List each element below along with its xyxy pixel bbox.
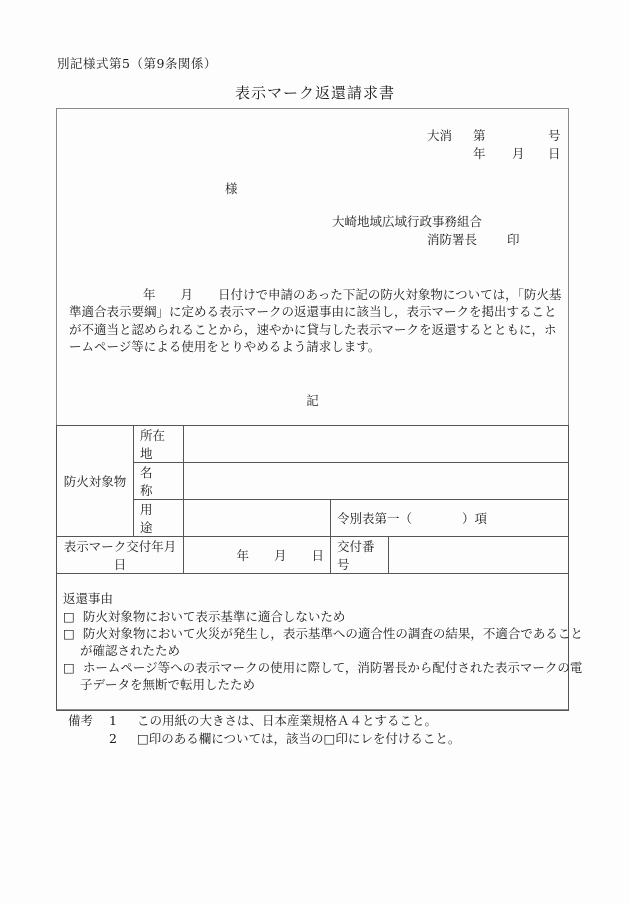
- page-title: 表示マーク返還請求書: [234, 84, 395, 102]
- remark-1-text: この用紙の大きさは、日本産業規格Ａ４とすること。: [137, 713, 438, 728]
- document-frame: [56, 108, 583, 710]
- table-row: [57, 463, 569, 500]
- reason-3-text-continued: 子データを無断で転用したため: [80, 677, 256, 693]
- reason-item-1: [63, 608, 562, 625]
- checkbox-icon[interactable]: □: [63, 608, 75, 624]
- form-reference-label: 別記様式第5（第9条関係）: [57, 56, 217, 71]
- remark-2-text: □印のある欄については，該当の□印にレを付けること。: [137, 730, 461, 746]
- table-row: [57, 537, 569, 574]
- remark-1: [68, 712, 460, 730]
- issue-number-label: 交付番号: [331, 537, 389, 574]
- issue-date-label: 表示マーク交付年月日: [57, 537, 184, 574]
- remark-2: [68, 730, 460, 748]
- ki-heading: 記: [306, 393, 319, 408]
- remark-1-number: 1: [109, 713, 117, 728]
- issue-date-cell[interactable]: 年 月 日: [184, 537, 331, 574]
- use-value-cell[interactable]: [184, 500, 331, 537]
- date-month-label: 月: [512, 146, 525, 161]
- sender-organization: 大崎地域広域行政事務組合: [332, 214, 483, 229]
- reason-item-2: [63, 625, 583, 659]
- details-table: [56, 425, 583, 711]
- reason-item-3: [63, 659, 583, 693]
- body-line: が不適当と認められることから，速やかに貸与した表示マークを返還するとともに，ホ: [69, 321, 557, 337]
- reason-3-text: ホームページ等への表示マークの使用に際して，消防署長から配付された表示マークの電: [82, 660, 583, 676]
- table-row: [57, 500, 569, 537]
- category-cell: 令別表第一（ ）項: [331, 500, 569, 537]
- address-label: 所在地: [134, 426, 184, 463]
- doc-number-prefix: 第: [473, 128, 486, 143]
- body-line: 準適合表示要綱」に定める表示マークの返還事由に該当し，表示マークを掲出すること: [69, 304, 557, 320]
- return-reasons-cell: [57, 574, 583, 711]
- name-value-cell[interactable]: [184, 463, 569, 500]
- remark-2-number: 2: [109, 730, 117, 746]
- checkbox-icon[interactable]: □: [63, 660, 75, 676]
- body-line: 年 月 日付けで申請のあった下記の防火対象物については，「防火基: [143, 287, 562, 302]
- reason-2-text: 防火対象物において火災が発生し，表示基準への適合性の調査の結果，不適合であること: [82, 625, 583, 641]
- recipient-suffix-label: 様: [225, 181, 238, 196]
- doc-number-suffix: 号: [548, 128, 561, 143]
- date-year-label: 年: [473, 146, 486, 161]
- doc-number-org: 大消: [427, 128, 453, 143]
- remarks-section: [68, 712, 460, 747]
- issue-number-value-cell[interactable]: [389, 537, 569, 574]
- address-value-cell[interactable]: [184, 426, 569, 463]
- request-body-text: [69, 286, 561, 356]
- table-row: [57, 574, 569, 711]
- table-row: [57, 426, 569, 463]
- reason-1-text: 防火対象物において表示基準に適合しないため: [82, 608, 346, 624]
- checkbox-icon[interactable]: □: [63, 625, 75, 641]
- reason-2-text-continued: が確認されたため: [80, 643, 181, 658]
- seal-placeholder: 印: [507, 232, 520, 247]
- body-line: ームページ等による使用をとりやめるよう請求します。: [69, 339, 381, 355]
- return-reasons-heading: 返還事由: [63, 591, 114, 607]
- remarks-label: 備考: [68, 713, 94, 728]
- name-label: 名 称: [134, 463, 184, 500]
- sender-title: 消防署長: [427, 232, 478, 247]
- use-label: 用 途: [134, 500, 184, 537]
- date-day-label: 日: [548, 146, 561, 161]
- building-group-label: 防火対象物: [57, 426, 134, 537]
